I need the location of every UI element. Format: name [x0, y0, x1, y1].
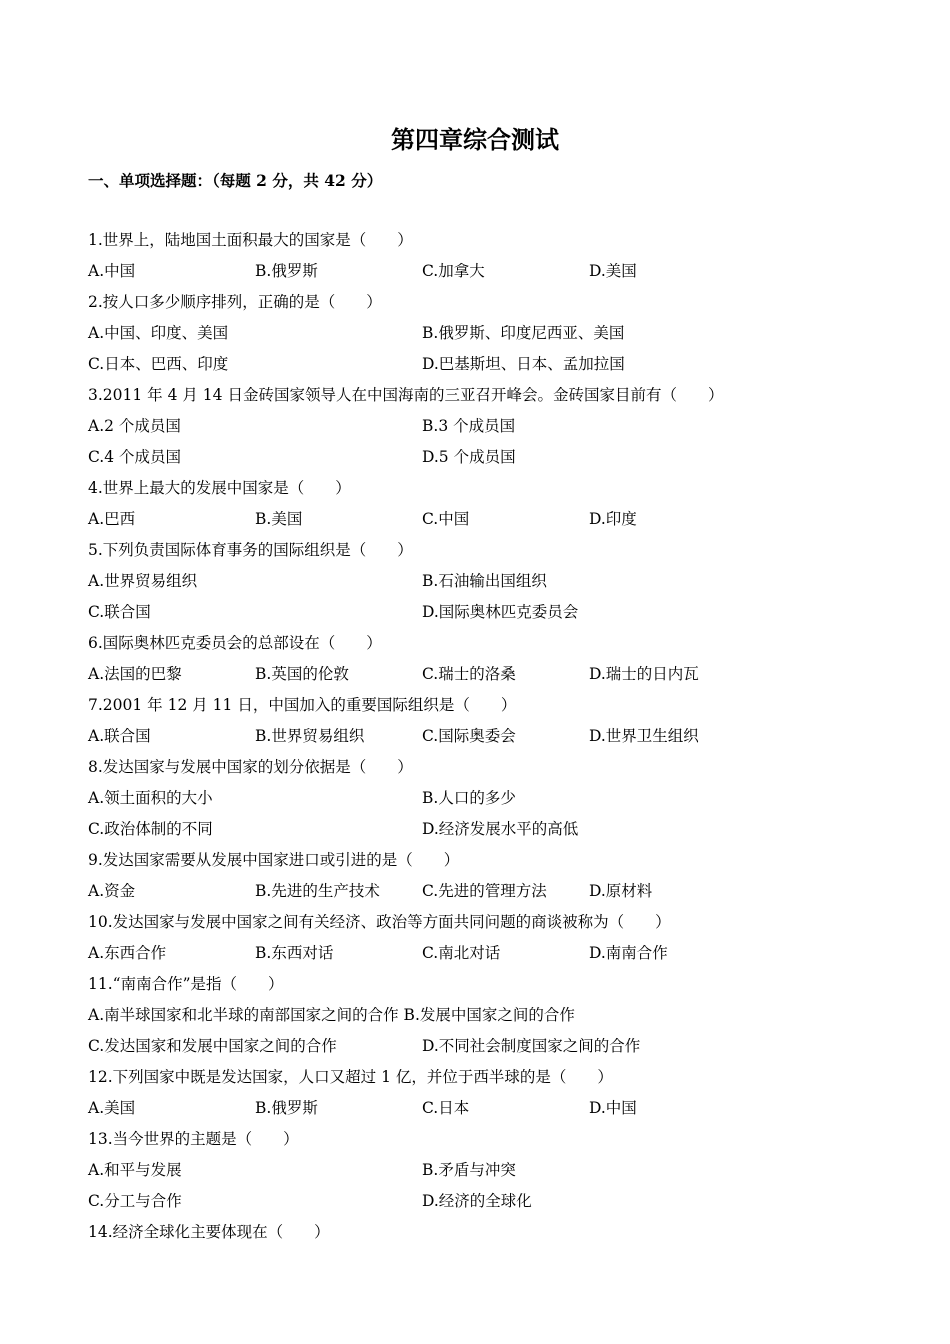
option-d: D.原材料 [589, 882, 653, 900]
option-b: B.先进的生产技术 [255, 882, 380, 900]
question-13-stem: 13.当今世界的主题是（ ） [88, 1130, 299, 1148]
option-d: D.中国 [589, 1099, 637, 1117]
option-b: B.石油输出国组织 [422, 572, 547, 590]
option-a: A.联合国 [88, 727, 151, 745]
option-a: A.中国、印度、美国 [88, 324, 229, 342]
page-title: 第四章综合测试 [391, 125, 559, 154]
option-c: C.日本 [422, 1099, 470, 1117]
question-9-stem: 9.发达国家需要从发展中国家进口或引进的是（ ） [88, 851, 460, 869]
option-c: C.瑞士的洛桑 [422, 665, 516, 683]
question-5-stem: 5.下列负责国际体育事务的国际组织是（ ） [88, 541, 413, 559]
option-a: A.领土面积的大小 [88, 789, 213, 807]
option-a: A.中国 [88, 262, 136, 280]
option-d: D.世界卫生组织 [589, 727, 699, 745]
option-c: C.先进的管理方法 [422, 882, 547, 900]
option-d: D.南南合作 [589, 944, 668, 962]
option-b: B.东西对话 [255, 944, 334, 962]
question-6-stem: 6.国际奥林匹克委员会的总部设在（ ） [88, 634, 382, 652]
option-a: A.东西合作 [88, 944, 167, 962]
option-b: B.人口的多少 [422, 789, 516, 807]
option-d: D.经济的全球化 [422, 1192, 532, 1210]
option-c: C.加拿大 [422, 262, 485, 280]
option-b: B.英国的伦敦 [255, 665, 349, 683]
option-b: B.俄罗斯 [255, 1099, 318, 1117]
option-a-b: A.南半球国家和北半球的南部国家之间的合作 B.发展中国家之间的合作 [88, 1006, 575, 1024]
option-d: D.瑞士的日内瓦 [589, 665, 699, 683]
option-d: D.经济发展水平的高低 [422, 820, 579, 838]
option-d: D.5 个成员国 [422, 448, 516, 466]
option-a: A.世界贸易组织 [88, 572, 198, 590]
option-a: A.法国的巴黎 [88, 665, 182, 683]
option-c: C.国际奥委会 [422, 727, 516, 745]
question-4-stem: 4.世界上最大的发展中国家是（ ） [88, 479, 351, 497]
option-d: D.巴基斯坦、日本、孟加拉国 [422, 355, 625, 373]
question-12-stem: 12.下列国家中既是发达国家，人口又超过 1 亿，并位于西半球的是（ ） [88, 1068, 613, 1086]
question-8-stem: 8.发达国家与发展中国家的划分依据是（ ） [88, 758, 413, 776]
question-1-stem: 1.世界上，陆地国土面积最大的国家是（ ） [88, 231, 413, 249]
section-heading: 一、单项选择题：（每题 2 分，共 42 分） [88, 171, 383, 190]
question-11-stem: 11.“南南合作”是指（ ） [88, 975, 284, 993]
option-a: A.资金 [88, 882, 136, 900]
option-c: C.发达国家和发展中国家之间的合作 [88, 1037, 337, 1055]
option-c: C.政治体制的不同 [88, 820, 213, 838]
option-d: D.国际奥林匹克委员会 [422, 603, 579, 621]
question-3-stem: 3.2011 年 4 月 14 日金砖国家领导人在中国海南的三亚召开峰会。金砖国家目前有（ ） [88, 386, 724, 404]
option-c: C.南北对话 [422, 944, 501, 962]
option-a: A.2 个成员国 [88, 417, 181, 435]
option-c: C.日本、巴西、印度 [88, 355, 229, 373]
option-b: B.俄罗斯 [255, 262, 318, 280]
question-2-stem: 2.按人口多少顺序排列，正确的是（ ） [88, 293, 382, 311]
option-d: D.美国 [589, 262, 637, 280]
question-14-stem: 14.经济全球化主要体现在（ ） [88, 1223, 330, 1241]
option-a: A.美国 [88, 1099, 136, 1117]
option-c: C.分工与合作 [88, 1192, 182, 1210]
option-c: C.中国 [422, 510, 470, 528]
question-10-stem: 10.发达国家与发展中国家之间有关经济、政治等方面共同问题的商谈被称为（ ） [88, 913, 671, 931]
question-7-stem: 7.2001 年 12 月 11 日，中国加入的重要国际组织是（ ） [88, 696, 517, 714]
option-d: D.印度 [589, 510, 637, 528]
option-c: C.联合国 [88, 603, 151, 621]
option-a: A.巴西 [88, 510, 136, 528]
option-d: D.不同社会制度国家之间的合作 [422, 1037, 641, 1055]
option-b: B.俄罗斯、印度尼西亚、美国 [422, 324, 625, 342]
option-b: B.美国 [255, 510, 303, 528]
option-b: B.3 个成员国 [422, 417, 516, 435]
option-b: B.世界贸易组织 [255, 727, 365, 745]
option-c: C.4 个成员国 [88, 448, 182, 466]
option-b: B.矛盾与冲突 [422, 1161, 516, 1179]
option-a: A.和平与发展 [88, 1161, 182, 1179]
